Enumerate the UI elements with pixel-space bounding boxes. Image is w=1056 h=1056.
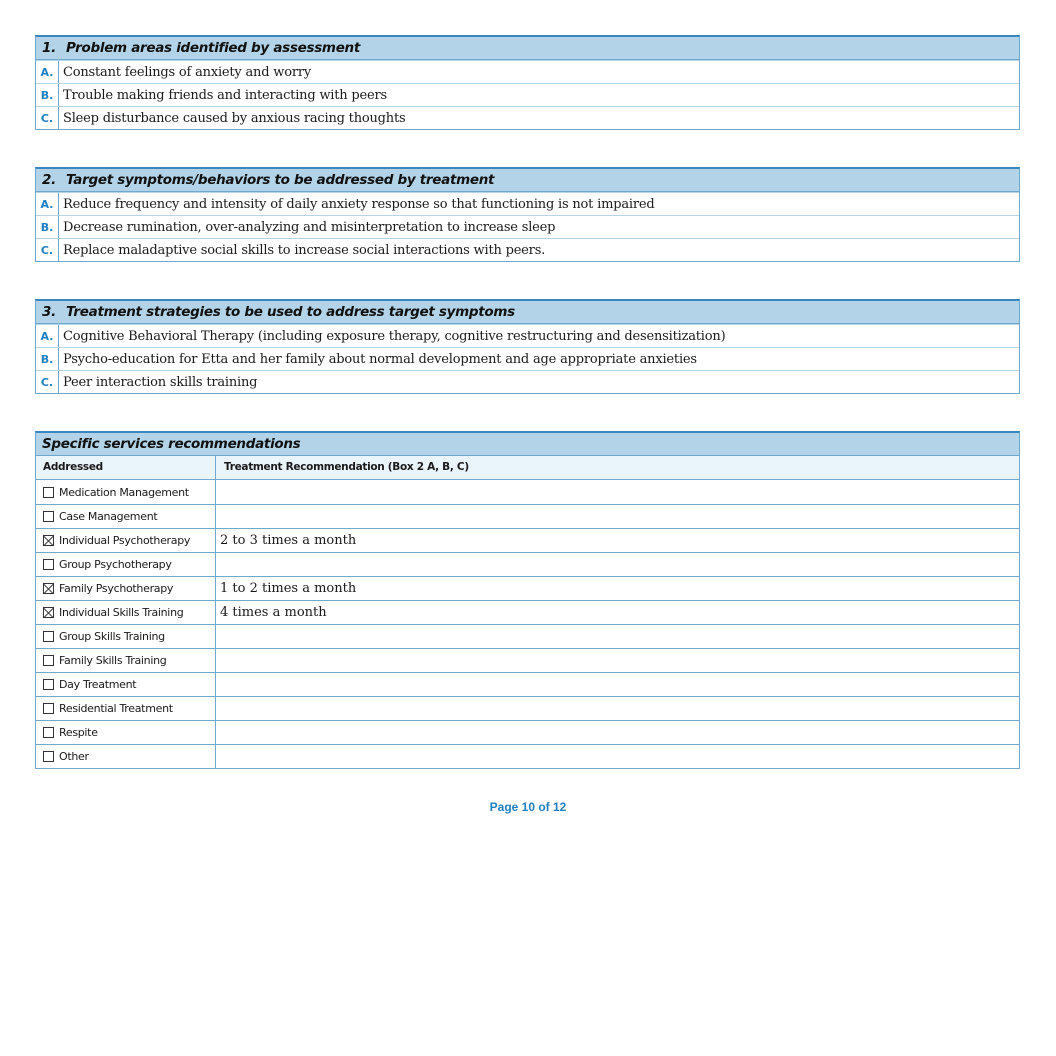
table-row xyxy=(36,528,1019,552)
recommendation-field[interactable] xyxy=(216,745,1019,768)
service-label: Respite xyxy=(59,726,98,739)
table-row xyxy=(36,600,1019,624)
recommendation-field[interactable]: 1 to 2 times a month xyxy=(220,581,357,596)
checkbox[interactable] xyxy=(43,631,54,642)
service-label: Family Psychotherapy xyxy=(59,582,174,595)
service-label: Day Treatment xyxy=(59,678,137,691)
item-text[interactable]: Reduce frequency and intensity of daily anxiety response so that functioning is not impaired xyxy=(63,197,655,212)
item-text[interactable]: Trouble making friends and interacting with peers xyxy=(63,88,387,103)
recommendation-field[interactable] xyxy=(216,505,1019,528)
item-letter: C. xyxy=(36,107,59,129)
section-title: Target symptoms/behaviors to be addressed by treatment xyxy=(66,172,495,188)
service-cell xyxy=(36,529,216,552)
table-row xyxy=(36,696,1019,720)
section-number: 1. xyxy=(42,40,56,56)
service-cell xyxy=(36,505,216,528)
service-cell xyxy=(36,577,216,600)
item-text[interactable]: Psycho-education for Etta and her family about normal development and age appropriate anxieties xyxy=(63,352,697,367)
section-header xyxy=(36,169,1019,192)
table-row xyxy=(36,744,1019,768)
list-item xyxy=(36,324,1019,347)
item-letter: B. xyxy=(36,84,59,106)
table-row xyxy=(36,480,1019,504)
item-letter: C. xyxy=(36,239,59,261)
item-letter: B. xyxy=(36,348,59,370)
table-row xyxy=(36,624,1019,648)
section-problem-areas xyxy=(35,35,1020,130)
service-cell xyxy=(36,480,216,504)
service-cell xyxy=(36,745,216,768)
item-letter: A. xyxy=(36,61,59,83)
item-text[interactable]: Sleep disturbance caused by anxious racing thoughts xyxy=(63,111,406,126)
table-row xyxy=(36,552,1019,576)
checkbox[interactable] xyxy=(43,679,54,690)
service-label: Individual Skills Training xyxy=(59,606,184,619)
service-cell xyxy=(36,697,216,720)
recommendation-field[interactable] xyxy=(216,480,1019,504)
section-services-recommendations xyxy=(35,431,1020,769)
service-cell xyxy=(36,625,216,648)
service-label: Residential Treatment xyxy=(59,702,173,715)
list-item xyxy=(36,215,1019,238)
item-letter: B. xyxy=(36,216,59,238)
section-title: Specific services recommendations xyxy=(42,436,301,452)
section-header xyxy=(36,301,1019,324)
item-letter: C. xyxy=(36,371,59,393)
list-item xyxy=(36,347,1019,370)
service-label: Medication Management xyxy=(59,485,189,499)
services-table-body xyxy=(36,480,1019,768)
section-target-symptoms xyxy=(35,167,1020,262)
service-label: Group Skills Training xyxy=(59,630,165,643)
section-number: 3. xyxy=(42,304,56,320)
list-item xyxy=(36,238,1019,261)
service-label: Other xyxy=(59,750,89,763)
recommendation-field[interactable] xyxy=(216,553,1019,576)
section-treatment-strategies xyxy=(35,299,1020,394)
table-row xyxy=(36,648,1019,672)
checkbox[interactable] xyxy=(43,727,54,738)
section-number: 2. xyxy=(42,172,56,188)
checkbox[interactable] xyxy=(43,511,54,522)
checkbox[interactable] xyxy=(43,607,54,618)
table-header xyxy=(36,456,1019,480)
checkbox[interactable] xyxy=(43,583,54,594)
checkbox[interactable] xyxy=(43,751,54,762)
service-label: Individual Psychotherapy xyxy=(59,534,191,547)
checkbox[interactable] xyxy=(43,535,54,546)
section-title: Problem areas identified by assessment xyxy=(66,40,361,56)
section-title: Treatment strategies to be used to address target symptoms xyxy=(66,304,515,320)
checkbox[interactable] xyxy=(43,703,54,714)
list-item xyxy=(36,370,1019,393)
recommendation-field[interactable] xyxy=(216,649,1019,672)
service-cell xyxy=(36,601,216,624)
item-text[interactable]: Decrease rumination, over-analyzing and misinterpretation to increase sleep xyxy=(63,220,556,235)
recommendation-field[interactable] xyxy=(216,697,1019,720)
item-text[interactable]: Constant feelings of anxiety and worry xyxy=(63,65,312,80)
checkbox[interactable] xyxy=(43,655,54,666)
list-item xyxy=(36,106,1019,129)
recommendation-field[interactable]: 2 to 3 times a month xyxy=(220,533,357,548)
table-row xyxy=(36,576,1019,600)
list-item xyxy=(36,192,1019,215)
recommendation-field[interactable]: 4 times a month xyxy=(220,605,327,620)
service-label: Case Management xyxy=(59,510,158,523)
checkbox[interactable] xyxy=(43,487,54,498)
item-letter: A. xyxy=(36,325,59,347)
service-cell xyxy=(36,721,216,744)
recommendation-field[interactable] xyxy=(216,625,1019,648)
col-recommendation: Treatment Recommendation (Box 2 A, B, C) xyxy=(224,461,469,473)
section-header xyxy=(36,433,1019,456)
item-text[interactable]: Cognitive Behavioral Therapy (including exposure therapy, cognitive restructuring and desensitization) xyxy=(63,329,726,344)
recommendation-field[interactable] xyxy=(216,673,1019,696)
list-item xyxy=(36,60,1019,83)
service-cell xyxy=(36,673,216,696)
checkbox[interactable] xyxy=(43,559,54,570)
service-cell xyxy=(36,553,216,576)
service-cell xyxy=(36,649,216,672)
list-item xyxy=(36,83,1019,106)
page-number: Page 10 of 12 xyxy=(489,800,567,814)
recommendation-field[interactable] xyxy=(216,721,1019,744)
item-letter: A. xyxy=(36,193,59,215)
service-label: Family Skills Training xyxy=(59,654,167,667)
service-label: Group Psychotherapy xyxy=(59,558,172,571)
section-header xyxy=(36,37,1019,60)
table-row xyxy=(36,720,1019,744)
item-text[interactable]: Peer interaction skills training xyxy=(63,375,258,390)
table-row xyxy=(36,504,1019,528)
item-text[interactable]: Replace maladaptive social skills to increase social interactions with peers. xyxy=(63,243,546,258)
table-row xyxy=(36,672,1019,696)
col-addressed: Addressed xyxy=(36,456,216,479)
